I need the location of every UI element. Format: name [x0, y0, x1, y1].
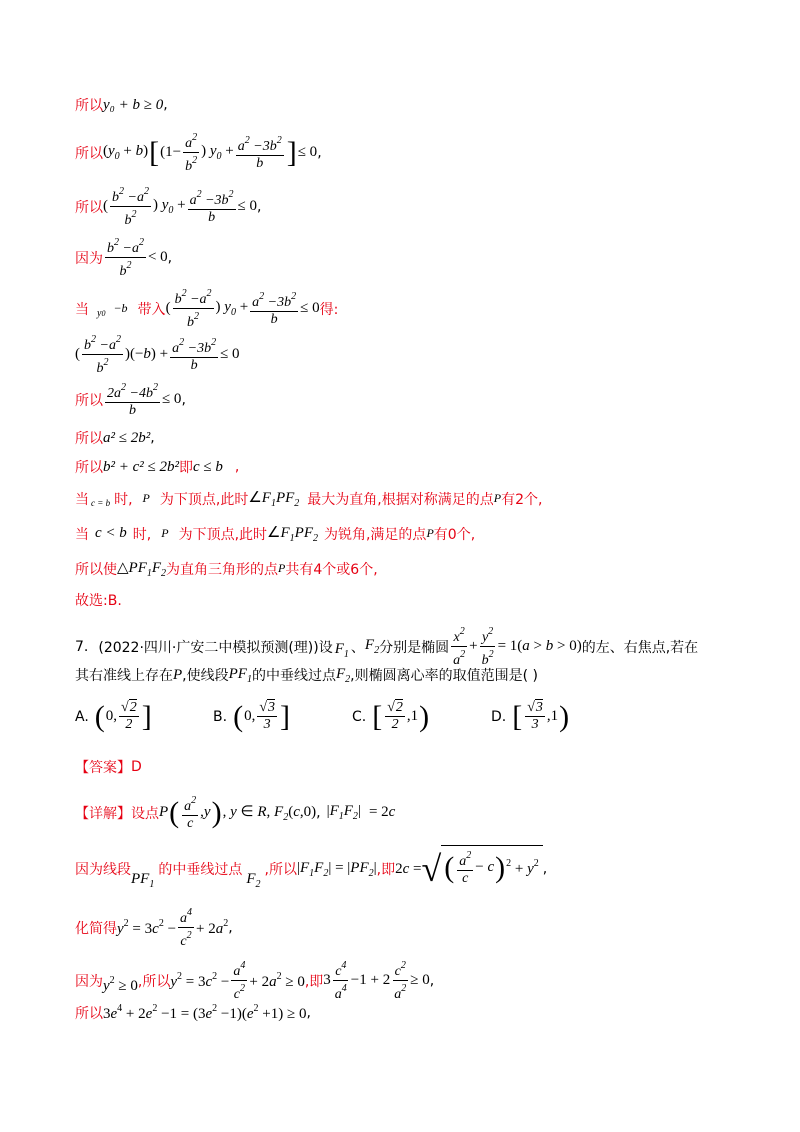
- detail-line-5: 所以 $3e^4 + 2e^2 -1 = (3e^2 -1)(e^2 +1) \ge 0$ ,: [75, 1003, 311, 1022]
- line-6: ( $\frac{b^2 -a^2}{b^2}$ )(−b) + $\frac{a^2 -3b^2}{b}$ ≤ 0: [75, 334, 240, 376]
- option-d[interactable]: D. [ $\frac{√3}{3}$ ,1 ): [491, 699, 570, 733]
- detail-tag: 【详解】: [75, 805, 131, 822]
- text: 所以: [75, 199, 103, 216]
- text: 当: [75, 301, 89, 318]
- line-4: 因为 $\frac{b^2 -a^2}{b^2}$ < 0 ,: [75, 237, 173, 279]
- option-a[interactable]: A. ( 0, $\frac{√2}{2}$ ]: [75, 699, 152, 733]
- detail-line-2: 因为线段 $PF_1$ 的中垂线过点 $F_2$ ,所以 $|F_1F_2| = |PF_2|$ ,即 2c = √ ( $\frac{a^2}{c}$ − c ) $^2 + y^2$ ,: [75, 848, 547, 890]
- text: 所以: [75, 392, 103, 409]
- answer-line: [75, 757, 142, 777]
- text: 所以: [75, 431, 103, 447]
- line-13: 故选:B.: [75, 593, 122, 609]
- text: 所以: [75, 98, 103, 114]
- question-line-2: 其右准线上存在 P ,使线段 $PF_1$ 的中垂线过点 $F_2$ ,则椭圆离心率的取值范围是( ): [75, 665, 538, 685]
- line-11: 当 c < b 时, P 为下顶点,此时 $\angle F_1PF_2$ 为锐角,满足的点 P 有0个,: [75, 525, 476, 544]
- detail-line-1: 【详解】 设点 P ( $\frac{a^2}{c}$ ,y ) , y ∈ R, $F_2(c,0)$ , $|F_1F_2|$ = 2c: [75, 795, 396, 831]
- option-c[interactable]: C. [ $\frac{√2}{2}$ ,1 ): [352, 699, 430, 733]
- text: 所以: [75, 145, 103, 162]
- math: y₀ + b ≥ 0: [103, 96, 164, 113]
- option-b[interactable]: B. ( 0, $\frac{√3}{3}$ ]: [213, 699, 290, 733]
- text: 带入: [137, 301, 166, 318]
- detail-line-3: 化简得 $y^2 = 3c^2$ − $\frac{a^4}{c^2}$ + $2a^2$ ,: [75, 907, 233, 949]
- question-source: (2022·四川·广安二中模拟预测(理)): [98, 639, 319, 656]
- question-line-1: 7. (2022·四川·广安二中模拟预测(理)) 设 $F_1$ 、 $F_2$ 分别是椭圆 $\frac{x^2}{a^2}$ + $\frac{y^2}{b^2}$ = 1(a > b > 0) 的左、右焦点,若在: [75, 626, 699, 668]
- line-5: 当 y0 −b 带入 ( $\frac{b^2 -a^2}{b^2}$ ) $y_0$ + $\frac{a^2 -3b^2}{b}$ ≤ 0 得:: [75, 288, 339, 330]
- line-3: 所以 ( $\frac{b^2 -a^2}{b^2}$ ) $y_0$ + $\frac{a^2 -3b^2}{b}$ ≤ 0 ,: [75, 186, 262, 228]
- answer-value: D: [131, 759, 142, 775]
- line-10: 当 c = b 时, P 为下顶点,此时 $\angle F_1PF_2$ 最大为直角,根据对称满足的点 P 有2个,: [75, 490, 543, 509]
- question-number: 7.: [75, 638, 89, 655]
- detail-line-4: 因为 $y^2 \ge 0$ ,所以 $y^2 = 3c^2$ − $\frac{a^4}{c^2}$ + $2a^2 \ge 0$ ,即 3 $\frac{c^4}{a^4}$ −1 + 2 $\frac{c^2}{a^2}$ ≥ 0 ,: [75, 960, 435, 1002]
- line-12: 所以使 $\triangle PF_1F_2$ 为直角三角形的点 P 共有4个或6个,: [75, 560, 378, 579]
- line-8: 所以 a² ≤ 2b² ,: [75, 429, 155, 447]
- text: 所以: [75, 460, 103, 476]
- answer-tag: 【答案】: [75, 760, 131, 776]
- line-7: 所以 $\frac{2a^2 -4b^2}{b}$ ≤ 0 ,: [75, 382, 186, 418]
- text: 因为: [75, 250, 103, 267]
- line-9: 所以 b² + c² ≤ 2b² 即 c ≤ b ,: [75, 458, 240, 476]
- line-1: 所以 y₀ + b ≥ 0 ,: [75, 96, 168, 114]
- line-2: 所以 $(y_0 + b)$ [ (1− $\frac{a^2}{b^2}$ ) $y_0$ + $\frac{a^2 -3b^2}{b}$ ] ≤ 0 ,: [75, 132, 322, 174]
